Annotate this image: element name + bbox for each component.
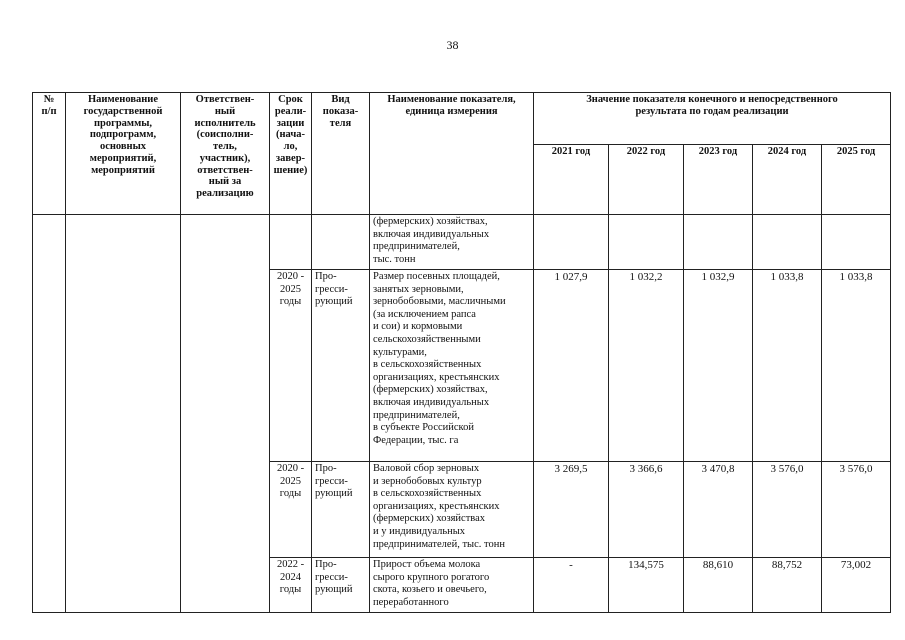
header-year: 2024 год bbox=[753, 145, 822, 215]
cell-value: 88,610 bbox=[684, 558, 753, 613]
cell-value: 3 470,8 bbox=[684, 462, 753, 558]
header-col-indicator: Наименование показателя, единица измерения bbox=[370, 93, 534, 215]
cell-value: 73,002 bbox=[822, 558, 891, 613]
cell-value: 3 576,0 bbox=[822, 462, 891, 558]
cell-term: 2020 - 2025 годы bbox=[270, 270, 312, 462]
header-row-top bbox=[33, 93, 891, 145]
cell-kind: Про- гресси- рующий bbox=[312, 270, 370, 462]
cell-value bbox=[684, 215, 753, 270]
header-year: 2025 год bbox=[822, 145, 891, 215]
header-col-term: Срок реали- зации (нача- ло, завер- шение) bbox=[270, 93, 312, 215]
header-year: 2023 год bbox=[684, 145, 753, 215]
header-year: 2021 год bbox=[534, 145, 609, 215]
cell-value: 3 576,0 bbox=[753, 462, 822, 558]
header-values-group: Значение показателя конечного и непосредственного результата по годам реализации bbox=[534, 93, 891, 145]
cell-indicator: Размер посевных площадей, занятых зерновыми, зернобобовыми, масличными (за исключением рапса и сои) и кормовыми сельскохозяйственными культурами, в сельскохозяйственных организациях, крестьянских (фермерских) хозяйствах, включая индивидуальных предпринимателей, в субъекте Российской Федерации, тыс. га bbox=[370, 270, 534, 462]
cell-value bbox=[609, 215, 684, 270]
header-col-no: № п/п bbox=[33, 93, 66, 215]
cell-term: 2022 - 2024 годы bbox=[270, 558, 312, 613]
page-number: 38 bbox=[446, 38, 459, 52]
cell-value bbox=[822, 215, 891, 270]
cell-value: - bbox=[534, 558, 609, 613]
header-col-program: Наименование государственной программы, подпрограмм, основных мероприятий, мероприятий bbox=[66, 93, 181, 215]
cell-value: 1 027,9 bbox=[534, 270, 609, 462]
cell-value: 3 269,5 bbox=[534, 462, 609, 558]
cell-term: 2020 - 2025 годы bbox=[270, 462, 312, 558]
cell-term bbox=[270, 215, 312, 270]
header-year: 2022 год bbox=[609, 145, 684, 215]
cell-indicator: Прирост объема молока сырого крупного рогатого скота, козьего и овечьего, переработанного bbox=[370, 558, 534, 613]
cell-value bbox=[753, 215, 822, 270]
cell-value: 1 033,8 bbox=[753, 270, 822, 462]
cell-program bbox=[66, 215, 181, 613]
cell-value bbox=[534, 215, 609, 270]
header-col-responsible: Ответствен- ный исполнитель (соисполни- тель, участник), ответствен- ный за реализацию bbox=[181, 93, 270, 215]
table-row bbox=[33, 215, 891, 270]
cell-value: 134,575 bbox=[609, 558, 684, 613]
indicators-table bbox=[32, 92, 891, 613]
cell-kind: Про- гресси- рующий bbox=[312, 462, 370, 558]
cell-kind: Про- гресси- рующий bbox=[312, 558, 370, 613]
cell-kind bbox=[312, 215, 370, 270]
cell-value: 3 366,6 bbox=[609, 462, 684, 558]
cell-indicator: (фермерских) хозяйствах, включая индивидуальных предпринимателей, тыс. тонн bbox=[370, 215, 534, 270]
cell-indicator: Валовой сбор зерновых и зернобобовых культур в сельскохозяйственных организациях, крестьянских (фермерских) хозяйствах и у индивидуальных предпринимателей, тыс. тонн bbox=[370, 462, 534, 558]
header-col-kind: Вид показа- теля bbox=[312, 93, 370, 215]
cell-value: 1 033,8 bbox=[822, 270, 891, 462]
cell-value: 88,752 bbox=[753, 558, 822, 613]
cell-value: 1 032,2 bbox=[609, 270, 684, 462]
cell-no bbox=[33, 215, 66, 613]
cell-value: 1 032,9 bbox=[684, 270, 753, 462]
cell-responsible bbox=[181, 215, 270, 613]
